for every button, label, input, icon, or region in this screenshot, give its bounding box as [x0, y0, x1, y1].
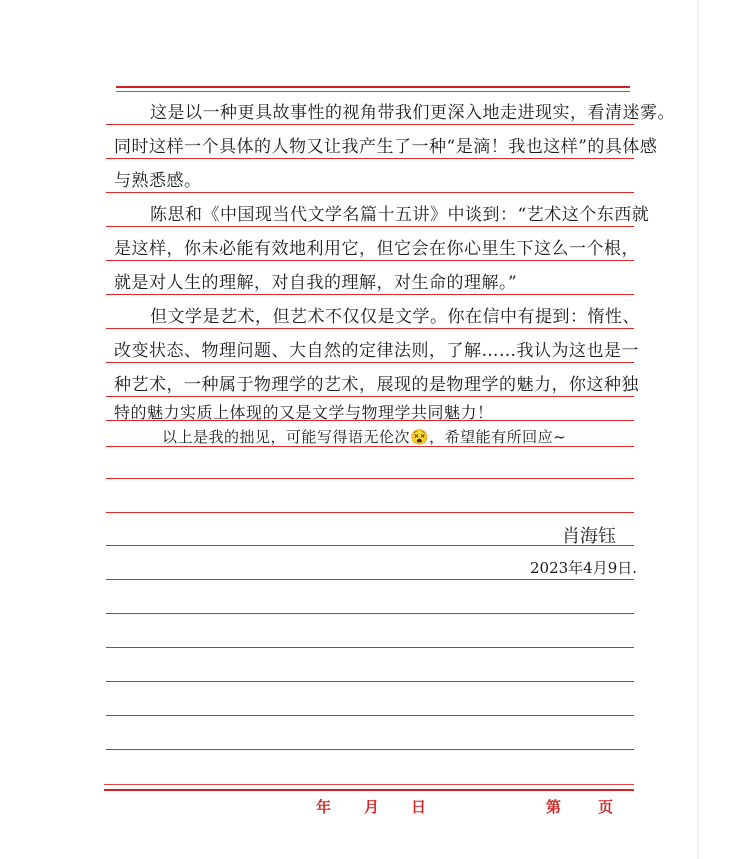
ruled-line [106, 260, 634, 261]
ruled-line [106, 124, 634, 125]
footer-page-suffix: 页 [598, 798, 614, 816]
top-rule [116, 86, 630, 88]
ruled-line [106, 192, 634, 193]
ruled-line [106, 294, 634, 295]
ruled-line [106, 328, 634, 329]
ruled-line [106, 613, 634, 614]
letter-line: 特的魅力实质上体现的又是文学与物理学共同魅力！ [114, 403, 494, 422]
letter-line: 陈思和《中国现当代文学名篇十五讲》中谈到：“艺术这个东西就 [150, 205, 650, 225]
letter-line: 同时这样一个具体的人物又让我产生了一种“是滴！我也这样”的具体感 [114, 137, 658, 157]
footer-year-label: 年 [316, 798, 332, 816]
ruled-line [106, 579, 634, 580]
footer-page-prefix: 第 [546, 798, 562, 816]
top-rule-inner [116, 91, 630, 92]
footer-day-label: 日 [411, 798, 427, 816]
letter-line: 以上是我的拙见，可能写得语无伦次😵，希望能有所回应~ [162, 428, 567, 446]
ruled-line [106, 478, 634, 479]
bottom-rule-inner [104, 784, 634, 785]
signature: 肖海钰 [562, 526, 616, 547]
letter-line: 改变状态、物理问题、大自然的定律法则，了解……我认为这也是一 [114, 341, 639, 361]
letter-line: 这是以一种更具故事性的视角带我们更深入地走进现实，看清迷雾。 [150, 103, 675, 123]
letter-line: 种艺术，一种属于物理学的艺术，展现的是物理学的魅力，你这种独 [114, 375, 639, 395]
bottom-rule [104, 789, 634, 791]
letter-line: 是这样，你未必能有效地利用它，但它会在你心里生下这么一个根， [114, 239, 639, 259]
letter-date: 2023年4月9日. [530, 559, 638, 577]
ruled-line [106, 158, 634, 159]
ruled-line [106, 545, 634, 546]
ruled-line [106, 226, 634, 227]
letter-line: 就是对人生的理解，对自我的理解，对生命的理解。” [114, 273, 518, 293]
ruled-line [106, 749, 634, 750]
ruled-line [106, 362, 634, 363]
ruled-line [106, 396, 634, 397]
ruled-line [106, 512, 634, 513]
letter-line: 与熟悉感。 [114, 171, 202, 191]
ruled-line [106, 647, 634, 648]
page-edge [697, 0, 699, 859]
ruled-line [106, 715, 634, 716]
footer-month-label: 月 [364, 798, 380, 816]
ruled-line [106, 681, 634, 682]
letter-line: 但文学是艺术，但艺术不仅仅是文学。你在信中有提到：惰性、 [150, 307, 640, 327]
